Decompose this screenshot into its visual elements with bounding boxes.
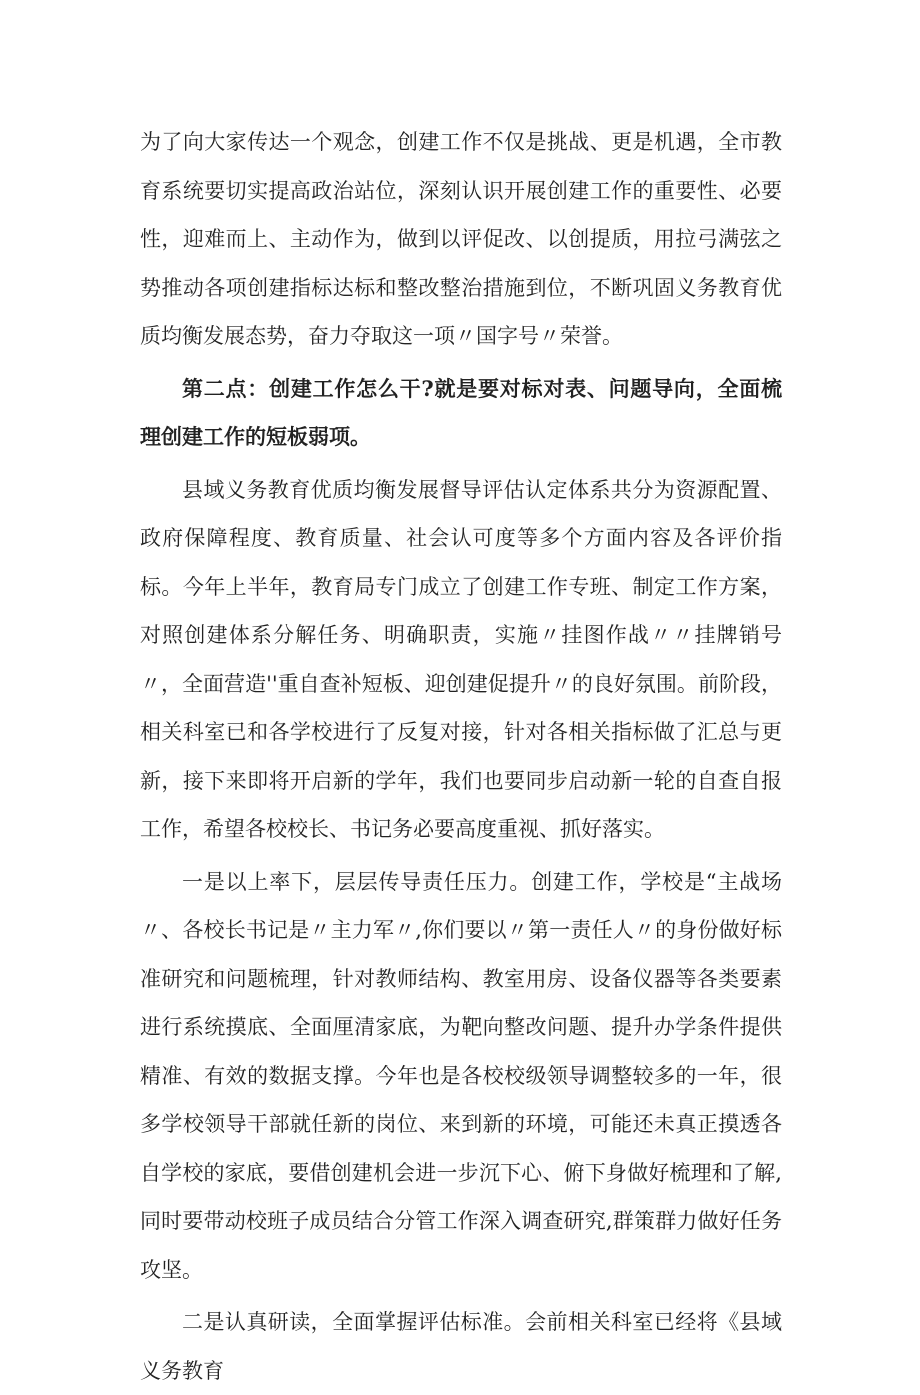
section-heading-point-two: 第二点：创建工作怎么干?就是要对标对表、问题导向，全面梳理创建工作的短板弱项。: [140, 375, 782, 449]
paragraph-point-one: 一是以上率下，层层传导责任压力。创建工作，学校是“主战场〃、各校长书记是〃主力军〃,你们要以〃第一责任人〃的身份做好标准研究和问题梳理，针对教师结构、教室用房、设备仪器等各类要素进行系统摸底、全面厘清家底，为靶向整改问题、提升办学条件提供精准、有效的数据支撑。今年也是各校校级领导调整较多的一年，很多学校领导干部就任新的岗位、来到新的环境，可能还未真正摸透各自学校的家底，要借创建机会进一步沉下心、俯下身做好梳理和了解,同时要带动校班子成员结合分管工作深入调查研究,群策群力做好任务攻坚。: [140, 869, 782, 1282]
document-body: [140, 118, 782, 1395]
paragraph-point-two: 二是认真研读，全面掌握评估标准。会前相关科室已经将《县域义务教育: [140, 1310, 782, 1383]
paragraph-evaluation-system: 县域义务教育优质均衡发展督导评估认定体系共分为资源配置、政府保障程度、教育质量、社会认可度等多个方面内容及各评价指标。今年上半年，教育局专门成立了创建工作专班、制定工作方案，对照创建体系分解任务、明确职责，实施〃挂图作战〃〃挂牌销号〃，全面营造''重自查补短板、迎创建促提升〃的良好氛围。前阶段，相关科室已和各学校进行了反复对接，针对各相关指标做了汇总与更新，接下来即将开启新的学年，我们也要同步启动新一轮的自查自报工作，希望各校校长、书记务必要高度重视、抓好落实。: [140, 477, 782, 841]
paragraph-intro-continuation: 为了向大家传达一个观念，创建工作不仅是挑战、更是机遇，全市教育系统要切实提高政治站位，深刻认识开展创建工作的重要性、必要性，迎难而上、主动作为，做到以评促改、以创提质，用拉弓满弦之势推动各项创建指标达标和整改整治措施到位，不断巩固义务教育优质均衡发展态势，奋力夺取这一项〃国字号〃荣誉。: [140, 130, 782, 348]
